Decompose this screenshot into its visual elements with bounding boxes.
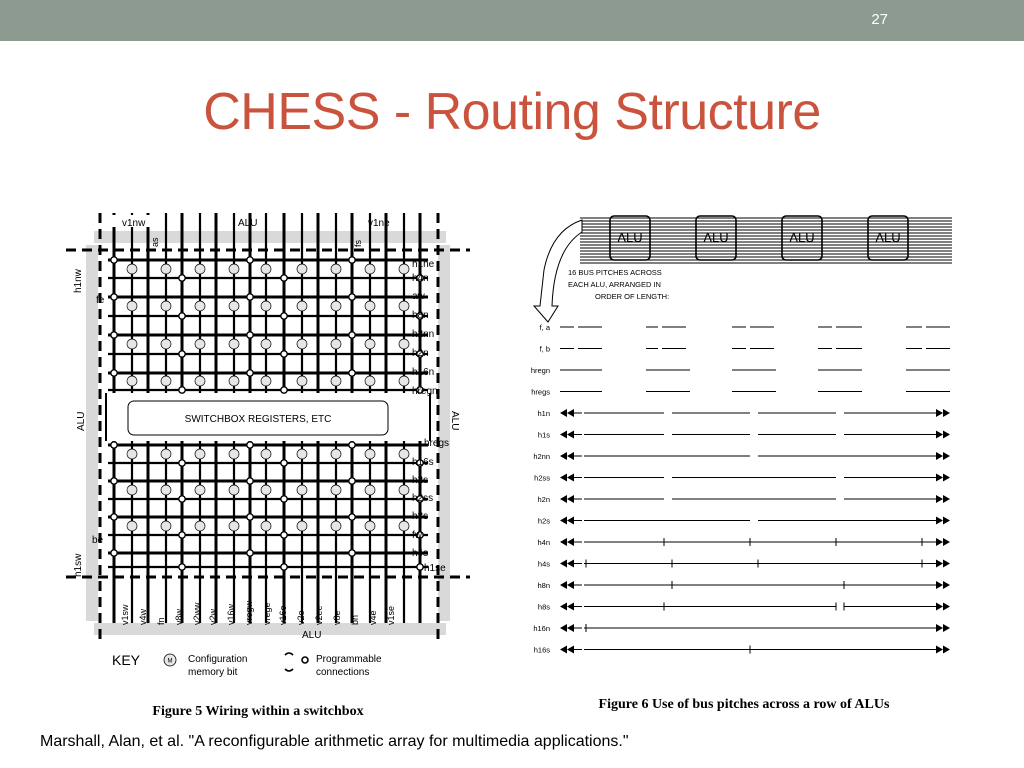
programmable-connection bbox=[179, 460, 185, 466]
right-arrow-icon bbox=[936, 560, 950, 568]
programmable-connection bbox=[111, 550, 117, 556]
programmable-connection bbox=[179, 564, 185, 570]
programmable-connection bbox=[247, 257, 253, 263]
memory-bit bbox=[297, 521, 307, 531]
programmable-connection bbox=[247, 514, 253, 520]
memory-bit bbox=[127, 521, 137, 531]
row-label-h16s: h16s bbox=[533, 645, 550, 655]
bottom-label-v2ww: v2ww bbox=[192, 602, 202, 625]
memory-bit bbox=[229, 449, 239, 459]
note-line-2: EACH ALU, ARRANGED IN bbox=[568, 280, 661, 289]
left-arrow-icon bbox=[560, 581, 574, 589]
citation: Marshall, Alan, et al. "A reconfigurable arithmetic array for multimedia applications." bbox=[40, 733, 629, 750]
top-bar bbox=[0, 0, 1024, 41]
programmable-connection bbox=[349, 550, 355, 556]
memory-bit bbox=[297, 301, 307, 311]
programmable-connection bbox=[111, 294, 117, 300]
memory-bit bbox=[297, 376, 307, 386]
memory-bit bbox=[161, 485, 171, 495]
row-label-h16n: h16n bbox=[533, 624, 550, 633]
memory-bit bbox=[297, 339, 307, 349]
bottom-label-fn: fn bbox=[156, 617, 166, 625]
bottom-label-v8e: v8e bbox=[332, 610, 342, 625]
programmable-connection bbox=[179, 275, 185, 281]
label-left-alu: ALU bbox=[76, 411, 87, 431]
row-label-h1n: h1n bbox=[537, 409, 550, 418]
programmable-connection bbox=[281, 460, 287, 466]
right-label-h2ss: h2ss bbox=[412, 493, 434, 504]
note-line-1: 16 BUS PITCHES ACROSS bbox=[568, 268, 662, 277]
bottom-label-vregw: vregw bbox=[244, 600, 254, 625]
memory-bit bbox=[195, 485, 205, 495]
programmable-connection bbox=[111, 514, 117, 520]
label-right-alu: ALU bbox=[449, 411, 460, 431]
right-arrow-icon bbox=[936, 495, 950, 503]
figure-5-caption: Figure 5 Wiring within a switchbox bbox=[152, 704, 364, 719]
programmable-connection bbox=[111, 478, 117, 484]
note-line-3: ORDER OF LENGTH: bbox=[595, 292, 670, 301]
key-config-line1: Configuration bbox=[188, 654, 248, 665]
programmable-connection bbox=[179, 313, 185, 319]
bottom-label-v2e: v2e bbox=[296, 610, 306, 625]
programmable-connection bbox=[111, 442, 117, 448]
memory-bit bbox=[331, 376, 341, 386]
label-h1nw: h1nw bbox=[73, 269, 84, 293]
alu-label: ALU bbox=[789, 230, 815, 245]
left-arrow-icon bbox=[560, 495, 574, 503]
memory-bit bbox=[229, 521, 239, 531]
row-label-h2nn: h2nn bbox=[533, 452, 550, 461]
key-title: KEY bbox=[112, 652, 141, 668]
figure-6-caption: Figure 6 Use of bus pitches across a row of ALUs bbox=[598, 697, 890, 712]
memory-bit bbox=[161, 339, 171, 349]
left-arrow-icon bbox=[560, 452, 574, 460]
right-label-h1ne: h1ne bbox=[412, 259, 435, 270]
slide-number: 27 bbox=[871, 11, 888, 28]
right-arrow-icon bbox=[936, 603, 950, 611]
right-arrow-icon bbox=[936, 581, 950, 589]
right-labels-top bbox=[412, 259, 438, 397]
memory-bit bbox=[261, 449, 271, 459]
right-arrow-icon bbox=[936, 409, 950, 417]
programmable-connection bbox=[281, 496, 287, 502]
right-label-h16s: h16s bbox=[412, 457, 434, 468]
programmable-connection-icon bbox=[302, 657, 308, 663]
label-v1nw: v1nw bbox=[122, 218, 146, 229]
memory-bit bbox=[229, 264, 239, 274]
programmable-connection bbox=[179, 496, 185, 502]
memory-bit-icon-letter: M bbox=[167, 658, 173, 665]
programmable-connection bbox=[349, 478, 355, 484]
memory-bit bbox=[161, 301, 171, 311]
bottom-label-bn: bn bbox=[350, 614, 360, 625]
programmable-connection bbox=[349, 370, 355, 376]
bottom-labels bbox=[120, 600, 396, 625]
slide-title: CHESS - Routing Structure bbox=[203, 83, 821, 141]
row-label-hregn: hregn bbox=[530, 366, 550, 375]
programmable-connection bbox=[349, 442, 355, 448]
memory-bit bbox=[365, 485, 375, 495]
key-prog-line2: connections bbox=[316, 667, 370, 678]
alu-label: ALU bbox=[875, 230, 901, 245]
bottom-label-v1se: v1se bbox=[386, 605, 396, 625]
programmable-connection bbox=[349, 514, 355, 520]
right-arrow-icon bbox=[936, 517, 950, 525]
left-arrow-icon bbox=[560, 431, 574, 439]
right-label-h8n: h8n bbox=[412, 310, 429, 321]
memory-bit bbox=[297, 449, 307, 459]
memory-bit bbox=[297, 485, 307, 495]
programmable-connection bbox=[281, 387, 287, 393]
memory-bit bbox=[365, 376, 375, 386]
left-arrow-icon bbox=[560, 624, 574, 632]
right-arrow-icon bbox=[936, 538, 950, 546]
key-config-line2: memory bit bbox=[188, 667, 238, 678]
right-arrow-icon bbox=[936, 624, 950, 632]
row-label-h8s: h8s bbox=[537, 602, 550, 612]
row-label-h2n: h2n bbox=[537, 495, 550, 504]
right-arrow-icon bbox=[936, 474, 950, 482]
left-arrow-icon bbox=[560, 538, 574, 546]
right-label-h2nn: h2nn bbox=[412, 329, 435, 340]
figure-6-bus-pitches-diagram bbox=[522, 210, 960, 716]
memory-bit bbox=[399, 301, 409, 311]
memory-bit bbox=[399, 264, 409, 274]
programmable-connection bbox=[111, 257, 117, 263]
programmable-connection bbox=[281, 275, 287, 281]
memory-bit bbox=[261, 485, 271, 495]
memory-bit bbox=[399, 376, 409, 386]
memory-bit bbox=[399, 449, 409, 459]
left-arrow-icon bbox=[560, 560, 574, 568]
alu-label: ALU bbox=[617, 230, 643, 245]
row-label-h1s: h1s bbox=[537, 430, 550, 440]
bottom-label-v2w: v2w bbox=[208, 608, 218, 625]
right-arrow-icon bbox=[936, 452, 950, 460]
right-label-h4n: h4n bbox=[412, 273, 429, 284]
memory-bit bbox=[195, 301, 205, 311]
bottom-label-v16e: v16e bbox=[278, 605, 288, 625]
programmable-connection bbox=[247, 332, 253, 338]
programmable-connection bbox=[247, 294, 253, 300]
memory-bit bbox=[195, 521, 205, 531]
memory-bit bbox=[261, 521, 271, 531]
memory-bit bbox=[365, 521, 375, 531]
memory-bit bbox=[365, 264, 375, 274]
row-label-h2s: h2s bbox=[537, 516, 550, 526]
memory-bit bbox=[161, 449, 171, 459]
right-arrow-icon bbox=[936, 431, 950, 439]
right-arrow-icon bbox=[936, 646, 950, 654]
switchbox-registers-label: SWITCHBOX REGISTERS, ETC bbox=[184, 414, 332, 425]
programmable-connection bbox=[281, 532, 287, 538]
alu-boxes bbox=[610, 216, 908, 260]
row-label-h4n: h4n bbox=[537, 538, 550, 547]
programmable-bend-icon bbox=[285, 653, 293, 671]
right-label-h16n: h16n bbox=[412, 367, 435, 378]
memory-bit bbox=[331, 339, 341, 349]
label-h1sw: h1sw bbox=[73, 553, 84, 577]
programmable-connection bbox=[179, 532, 185, 538]
memory-bit bbox=[127, 339, 137, 349]
bottom-label-v4w: v4w bbox=[138, 608, 148, 625]
memory-bit bbox=[161, 376, 171, 386]
bottom-label-v16w: v16w bbox=[226, 603, 236, 625]
row-label-h8n: h8n bbox=[537, 581, 550, 590]
programmable-connection bbox=[111, 370, 117, 376]
row-label-h4s: h4s bbox=[537, 559, 550, 569]
label-be: be bbox=[92, 535, 104, 546]
bus-pitch-rows bbox=[531, 323, 950, 655]
label-bottom-alu: ALU bbox=[302, 630, 322, 641]
programmable-connection bbox=[247, 478, 253, 484]
memory-bit bbox=[127, 264, 137, 274]
memory-bit bbox=[331, 301, 341, 311]
programmable-connection bbox=[349, 294, 355, 300]
memory-bit bbox=[261, 339, 271, 349]
memory-bit bbox=[261, 264, 271, 274]
right-label-aw: aw bbox=[412, 291, 425, 302]
figure-5-switchbox-diagram bbox=[66, 205, 470, 723]
memory-bit bbox=[331, 449, 341, 459]
memory-bit bbox=[261, 376, 271, 386]
row-label-f, b: f, b bbox=[539, 344, 550, 354]
memory-bit bbox=[195, 339, 205, 349]
memory-bit bbox=[365, 339, 375, 349]
memory-bit-markers bbox=[127, 264, 409, 531]
left-arrow-icon bbox=[560, 409, 574, 417]
row-label-f, a: f, a bbox=[539, 323, 550, 332]
memory-bit bbox=[195, 264, 205, 274]
memory-bit bbox=[399, 485, 409, 495]
programmable-connection bbox=[349, 257, 355, 263]
right-label-h4s: h4s bbox=[412, 548, 429, 559]
programmable-connection bbox=[281, 313, 287, 319]
label-as: as bbox=[150, 237, 160, 247]
memory-bit bbox=[399, 521, 409, 531]
right-label-h2n: h2n bbox=[412, 348, 429, 359]
right-label-h1se: h1se bbox=[424, 563, 446, 574]
programmable-connection bbox=[111, 332, 117, 338]
row-label-hregs: hregs bbox=[531, 387, 550, 397]
memory-bit bbox=[127, 449, 137, 459]
bottom-label-v1sw: v1sw bbox=[120, 604, 130, 625]
right-label-h2s: h2s bbox=[412, 475, 429, 486]
programmable-connection bbox=[247, 442, 253, 448]
programmable-connection bbox=[349, 332, 355, 338]
bottom-label-vrege: vrege bbox=[262, 602, 272, 625]
programmable-connection bbox=[247, 550, 253, 556]
memory-bit bbox=[365, 301, 375, 311]
programmable-connection bbox=[179, 351, 185, 357]
memory-bit bbox=[331, 264, 341, 274]
memory-bit bbox=[127, 376, 137, 386]
label-fs: fs bbox=[353, 239, 363, 247]
programmable-connection bbox=[281, 351, 287, 357]
memory-bit bbox=[297, 264, 307, 274]
right-label-fw: fw bbox=[412, 530, 422, 541]
memory-bit bbox=[331, 521, 341, 531]
memory-bit bbox=[331, 485, 341, 495]
memory-bit bbox=[127, 485, 137, 495]
memory-bit bbox=[229, 301, 239, 311]
row-label-h2ss: h2ss bbox=[534, 473, 550, 483]
memory-bit bbox=[195, 449, 205, 459]
memory-bit bbox=[161, 521, 171, 531]
key-prog-line1: Programmable bbox=[316, 654, 382, 665]
left-arrow-icon bbox=[560, 517, 574, 525]
right-label-hregs: hregs bbox=[424, 438, 450, 449]
alu-label: ALU bbox=[703, 230, 729, 245]
bottom-label-v8w: v8w bbox=[174, 608, 184, 625]
left-arrow-icon bbox=[560, 474, 574, 482]
programmable-connection bbox=[417, 564, 423, 570]
bottom-label-v2ee: v2ee bbox=[314, 605, 324, 625]
memory-bit bbox=[229, 376, 239, 386]
label-fe: fe bbox=[96, 295, 105, 306]
memory-bit bbox=[365, 449, 375, 459]
memory-bit bbox=[399, 339, 409, 349]
memory-bit bbox=[195, 376, 205, 386]
programmable-connection bbox=[247, 370, 253, 376]
left-arrow-icon bbox=[560, 603, 574, 611]
programmable-connection bbox=[281, 564, 287, 570]
label-v1ne: v1ne bbox=[368, 218, 390, 229]
left-arrow-icon bbox=[560, 646, 574, 654]
bottom-label-v4e: v4e bbox=[368, 610, 378, 625]
label-top-alu: ALU bbox=[238, 218, 258, 229]
programmable-connection bbox=[179, 387, 185, 393]
memory-bit bbox=[229, 339, 239, 349]
memory-bit bbox=[261, 301, 271, 311]
right-label-h8s: h8s bbox=[412, 511, 429, 522]
right-label-hregn: hregn bbox=[412, 386, 438, 397]
memory-bit bbox=[161, 264, 171, 274]
memory-bit bbox=[127, 301, 137, 311]
memory-bit bbox=[229, 485, 239, 495]
